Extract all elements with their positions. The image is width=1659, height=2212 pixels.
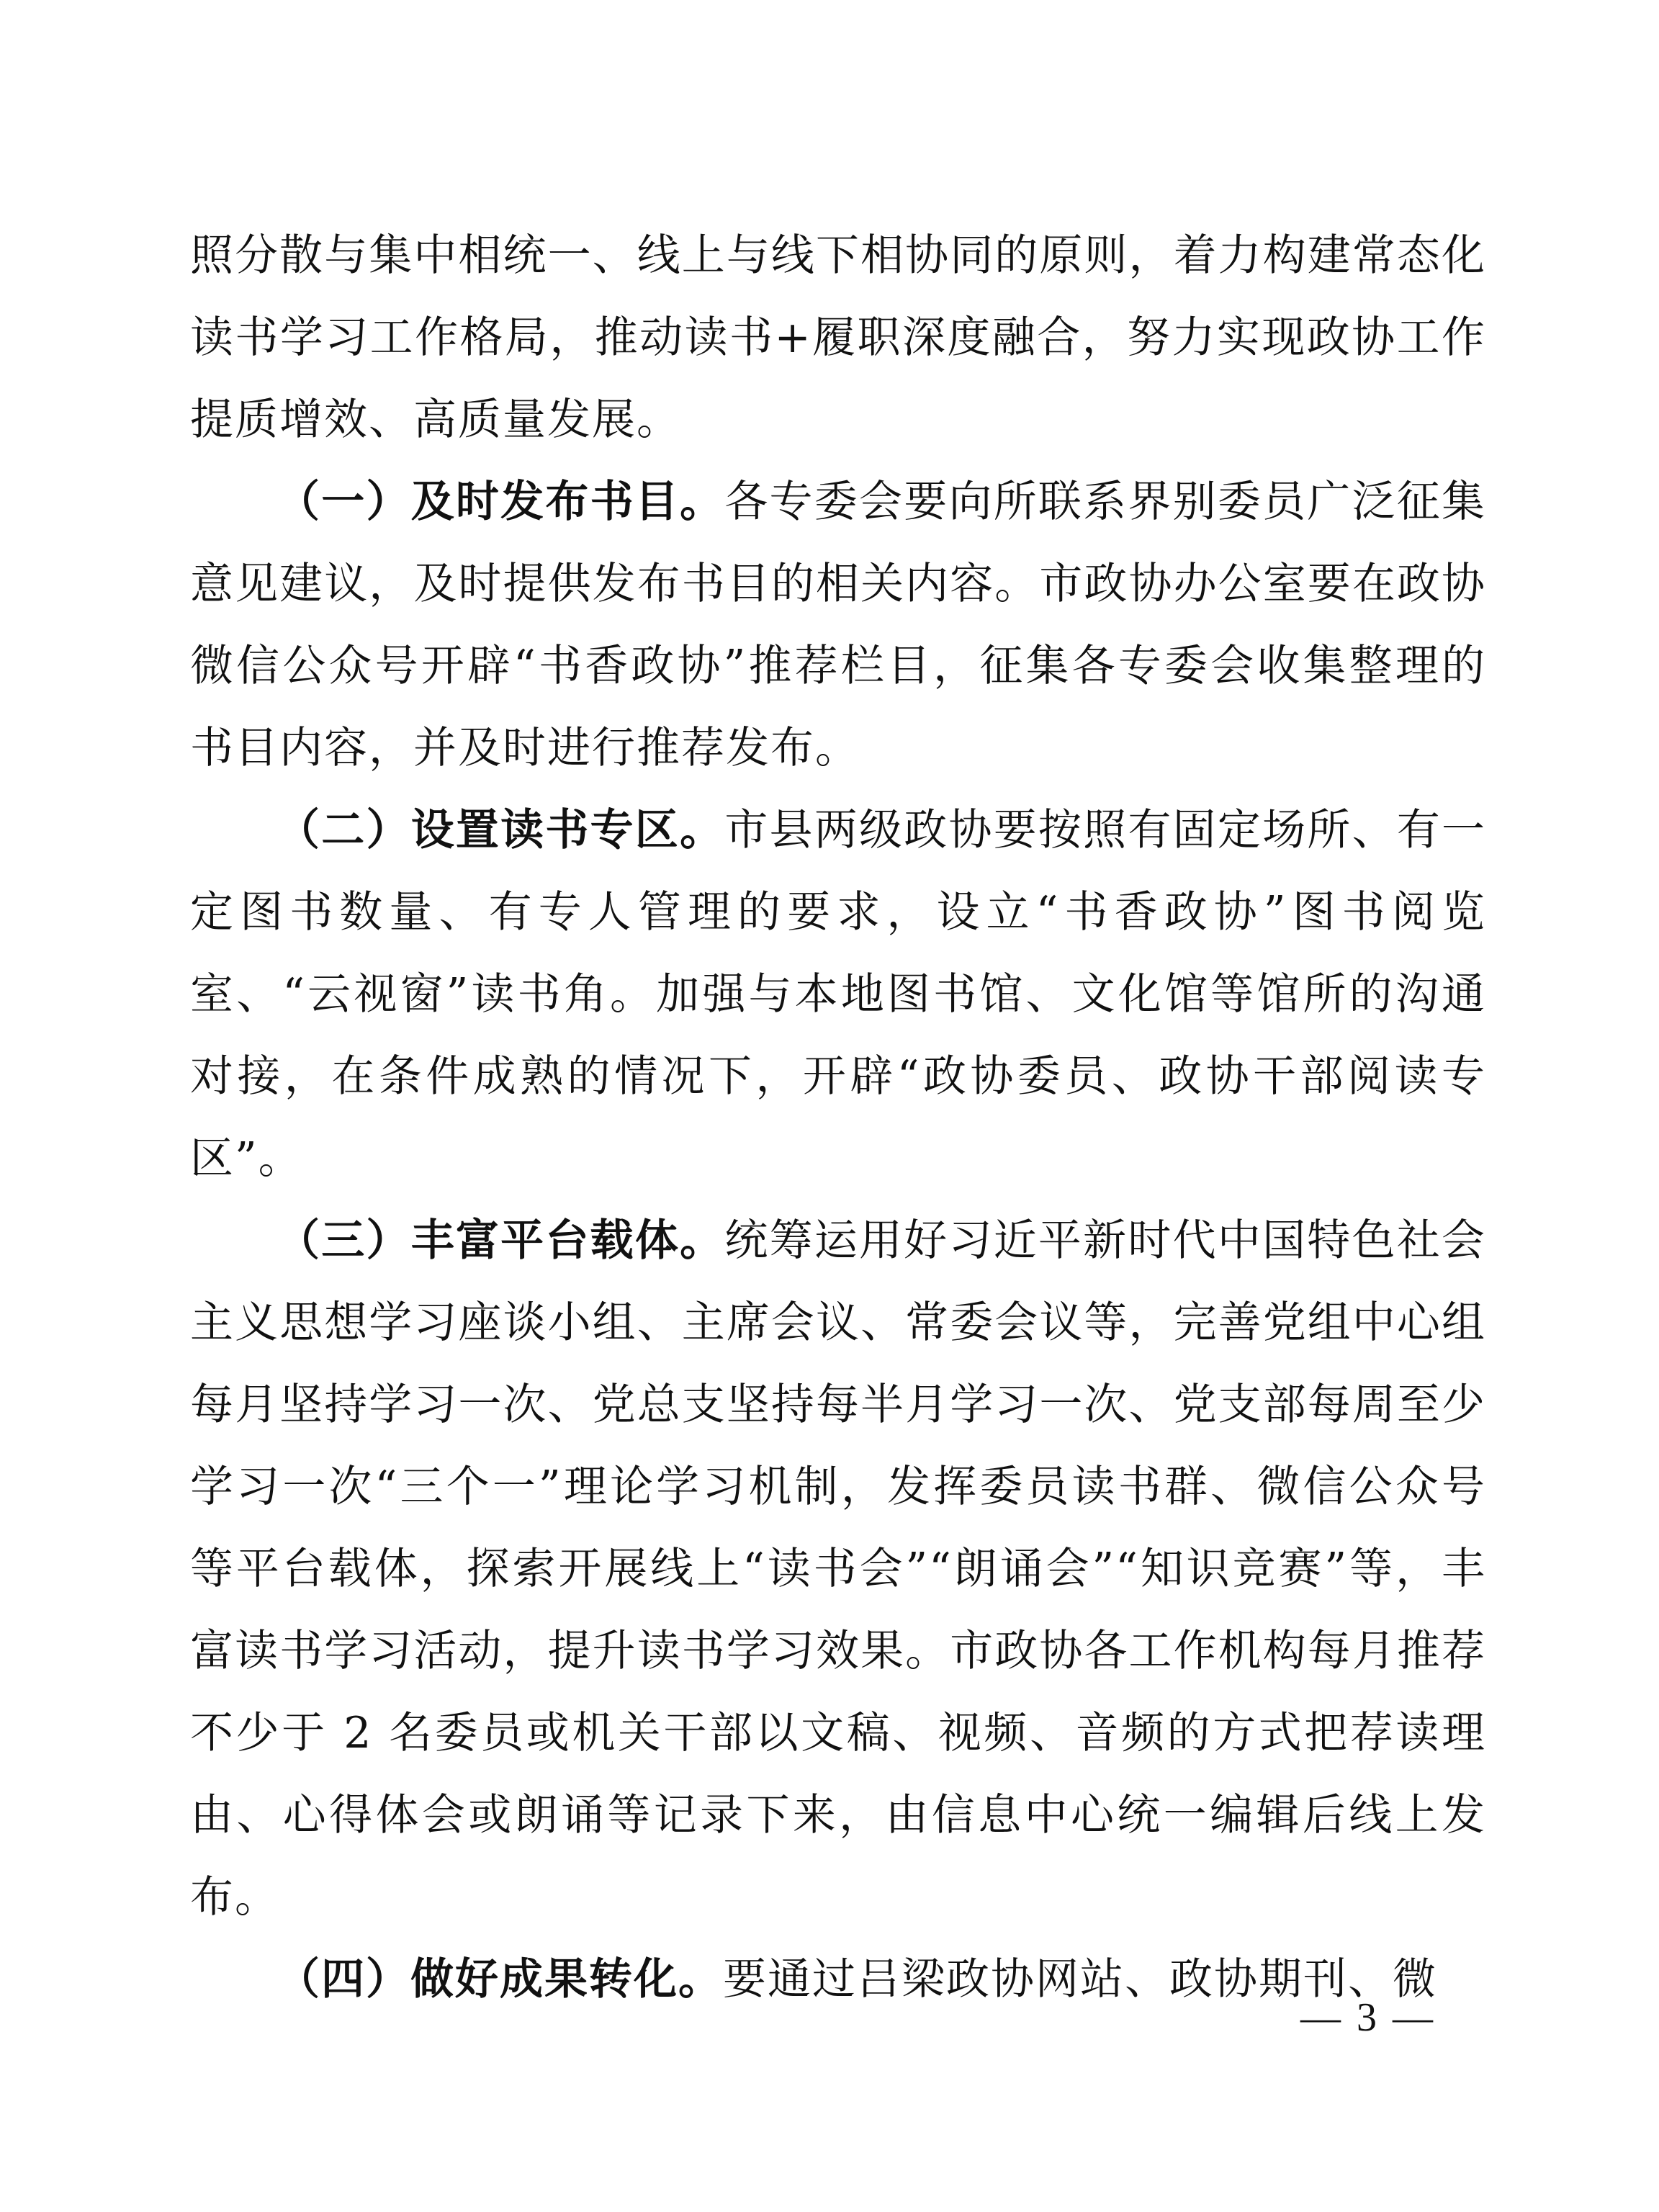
paragraph-text: 各专委会要向所联系界别委员广泛征集意见建议，及时提供发布书目的相关内容。市政协办公室要在政协微信公众号开辟“书香政协”推荐栏目，征集各专委会收集整理的书目内容，并及时进行推荐发布。: [190, 477, 1487, 773]
paragraph-text: 要通过吕梁政协网站、政协期刊、微: [723, 1954, 1437, 2005]
paragraph-section-2: [190, 789, 1486, 1200]
paragraph-text: 市县两级政协要按照有固定场所、有一定图书数量、有专人管理的要求，设立“书香政协”图书阅览室、“云视窗”读书角。加强与本地图书馆、文化馆等馆所的沟通对接，在条件成熟的情况下，开辟“政协委员、政协干部阅读专区”。: [190, 805, 1487, 1184]
section-heading: （四）做好成果转化。: [276, 1954, 723, 2005]
paragraph-section-3: [190, 1200, 1486, 1938]
paragraph-text: 照分散与集中相统一、线上与线下相协同的原则，着力构建常态化读书学习工作格局，推动读书+履职深度融合，努力实现政协工作提质增效、高质量发展。: [190, 230, 1486, 445]
document-body: [190, 215, 1486, 2020]
paragraph-continuation: [190, 215, 1486, 461]
paragraph-text: 统筹运用好习近平新时代中国特色社会主义思想学习座谈小组、主席会议、常委会议等，完善党组中心组每月坚持学习一次、党总支坚持每半月学习一次、党支部每周至少学习一次“三个一”理论学习机制，发挥委员读书群、微信公众号等平台载体，探索开展线上“读书会”“朗诵会”“知识竞赛”等，丰富读书学习活动，提升读书学习效果。市政协各工作机构每月推荐不少于 2 名委员或机关干部以文稿、视频、音频的方式把荐读理由、心得体会或朗诵等记录下来，由信息中心统一编辑后线上发布。: [190, 1215, 1487, 1923]
page-number: — 3 —: [1300, 1995, 1436, 2040]
section-heading: （三）丰富平台载体。: [276, 1215, 725, 1266]
paragraph-section-1: [190, 461, 1486, 789]
section-heading: （一）及时发布书目。: [276, 477, 725, 527]
section-heading: （二）设置读书专区。: [276, 805, 725, 855]
